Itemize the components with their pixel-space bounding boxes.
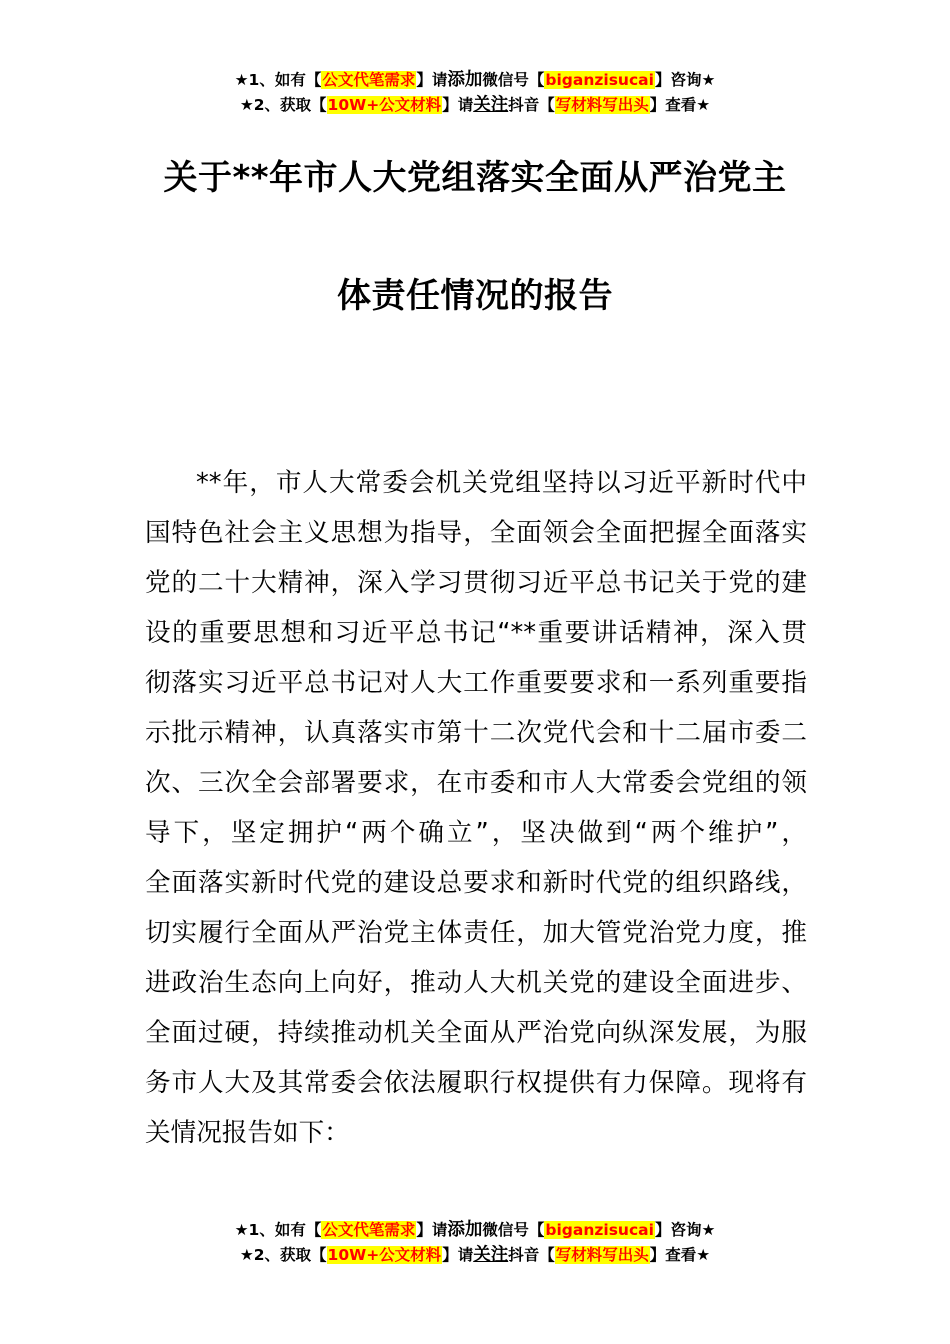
- body-line: 次、三次全会部署要求，在市委和市人大常委会党组的领: [145, 768, 807, 798]
- body-line: **年，市人大常委会机关党组坚持以习近平新时代中: [196, 468, 807, 498]
- promo-highlight-materials: 10W+公文材料: [327, 96, 442, 114]
- promo-text: ★1、如有【: [234, 71, 322, 89]
- promo-text: 抖音【: [508, 1246, 555, 1264]
- promo-text: 】请: [442, 96, 474, 114]
- document-body: [145, 458, 807, 1158]
- body-line: 示批示精神，认真落实市第十二次党代会和十二届市委二: [145, 718, 807, 748]
- promo-line-1: [0, 1218, 950, 1243]
- promo-text: 】咨询★: [654, 71, 716, 89]
- body-line: 进政治生态向上向好，推动人大机关党的建设全面进步、: [145, 968, 807, 998]
- promo-text: 】查看★: [649, 1246, 711, 1264]
- promo-line-2: [0, 93, 950, 118]
- footer-promo-banner: [0, 1218, 950, 1268]
- document-title-line-1: 关于**年市人大党组落实全面从严治党主: [163, 158, 787, 198]
- promo-emphasis: 添加: [447, 70, 483, 90]
- promo-text: ★1、如有【: [234, 1221, 322, 1239]
- promo-text: 微信号【: [482, 71, 545, 89]
- promo-highlight-materials: 10W+公文材料: [327, 1246, 442, 1264]
- promo-text: 】请: [416, 1221, 448, 1239]
- body-line: 全面落实新时代党的建设总要求和新时代党的组织路线，: [145, 868, 807, 898]
- document-title-line-2: 体责任情况的报告: [337, 276, 613, 316]
- promo-highlight-douyin: 写材料写出头: [555, 96, 649, 114]
- promo-line-2: [0, 1243, 950, 1268]
- promo-text: ★2、获取【: [239, 96, 327, 114]
- body-line: 全面过硬，持续推动机关全面从严治党向纵深发展，为服: [145, 1018, 807, 1048]
- promo-text: 抖音【: [508, 96, 555, 114]
- promo-emphasis: 关注: [473, 95, 509, 115]
- promo-emphasis: 关注: [473, 1245, 509, 1265]
- promo-highlight-wechat-id: biganzisucai: [545, 71, 654, 89]
- body-line: 导下，坚定拥护“两个确立”，坚决做到“两个维护”，: [145, 818, 807, 848]
- promo-line-1: [0, 68, 950, 93]
- body-line: 切实履行全面从严治党主体责任，加大管党治党力度，推: [145, 918, 807, 948]
- body-line: 彻落实习近平总书记对人大工作重要要求和一系列重要指: [145, 668, 807, 698]
- promo-text: 微信号【: [482, 1221, 545, 1239]
- promo-highlight-service: 公文代笔需求: [322, 71, 416, 89]
- body-line: 国特色社会主义思想为指导，全面领会全面把握全面落实: [145, 518, 807, 548]
- promo-highlight-douyin: 写材料写出头: [555, 1246, 649, 1264]
- promo-text: ★2、获取【: [239, 1246, 327, 1264]
- body-line: 关情况报告如下：: [145, 1118, 350, 1148]
- body-line: 党的二十大精神，深入学习贯彻习近平总书记关于党的建: [145, 568, 807, 598]
- promo-text: 】请: [416, 71, 448, 89]
- promo-emphasis: 添加: [447, 1220, 483, 1240]
- promo-text: 】咨询★: [654, 1221, 716, 1239]
- body-line: 务市人大及其常委会依法履职行权提供有力保障。现将有: [145, 1068, 807, 1098]
- header-promo-banner: [0, 68, 950, 118]
- promo-text: 】请: [442, 1246, 474, 1264]
- body-line: 设的重要思想和习近平总书记“**重要讲话精神，深入贯: [145, 618, 807, 648]
- promo-highlight-wechat-id: biganzisucai: [545, 1221, 654, 1239]
- promo-text: 】查看★: [649, 96, 711, 114]
- promo-highlight-service: 公文代笔需求: [322, 1221, 416, 1239]
